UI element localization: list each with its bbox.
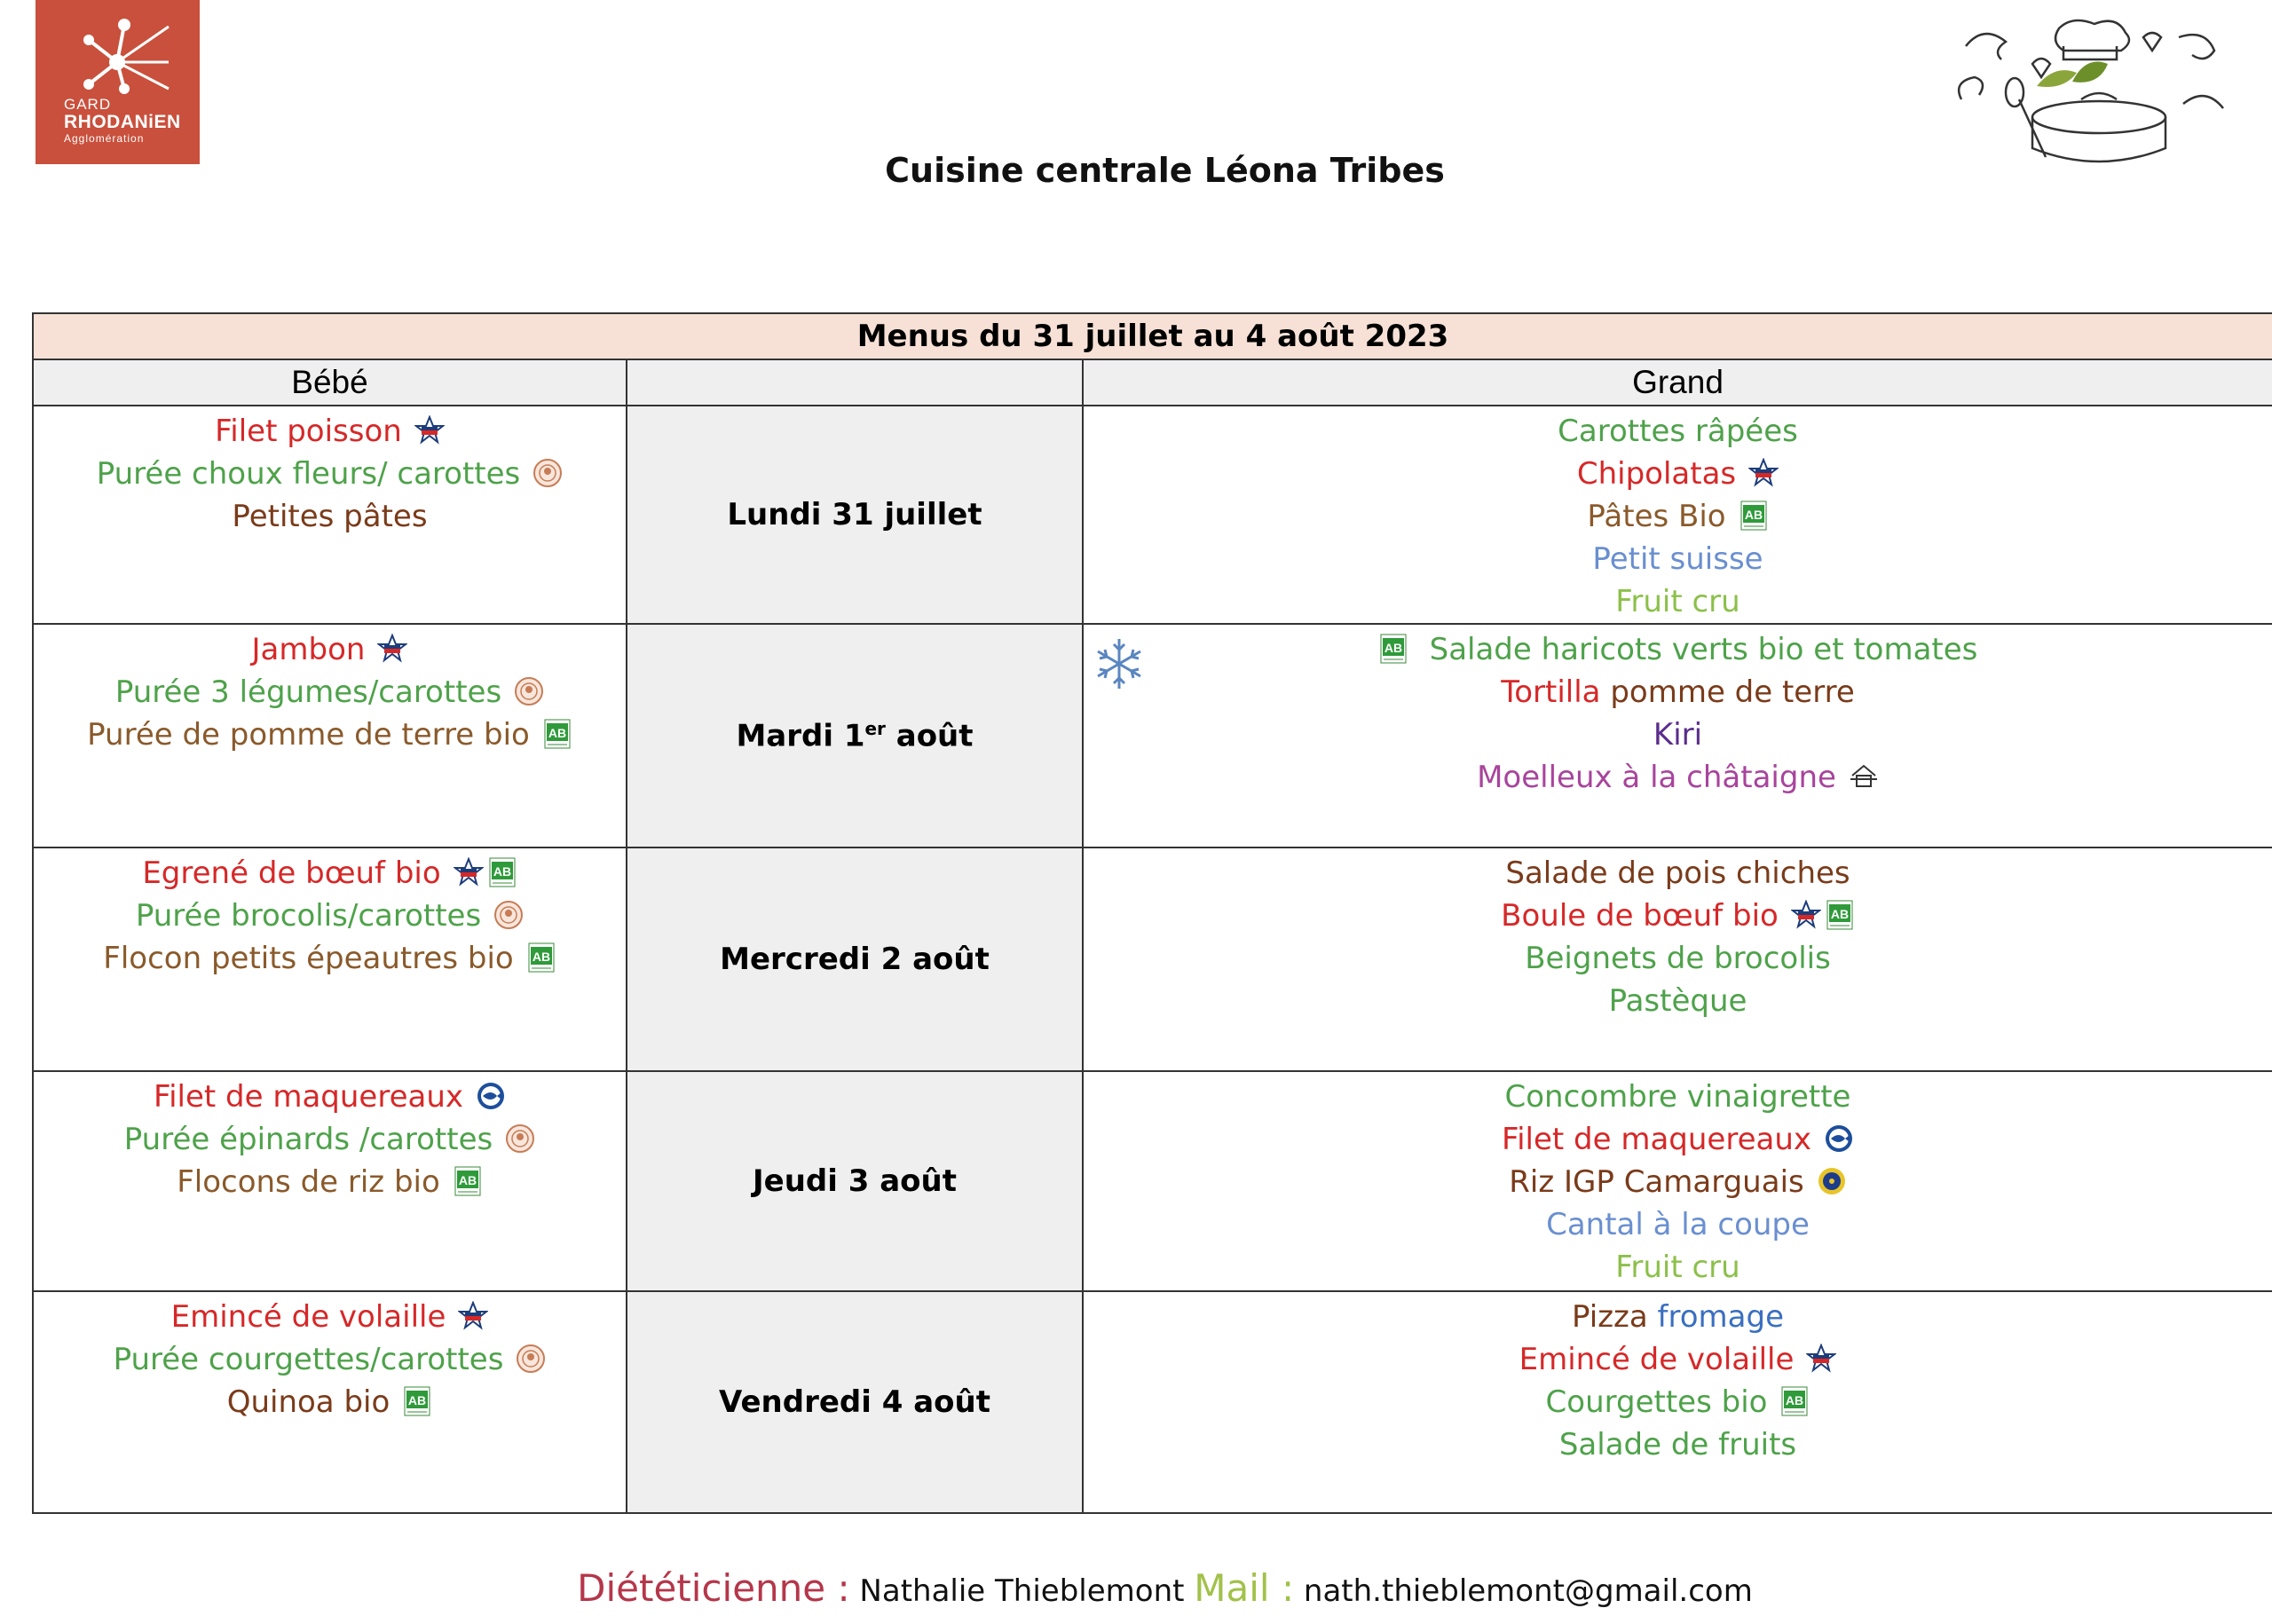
svg-text:AB: AB [458,1172,477,1187]
menu-item [1084,580,2272,623]
menu-item-text: Pizza [1572,1299,1648,1335]
menu-item-text: Flocon petits épeautres bio [103,941,514,976]
day-label [627,406,1083,624]
menu-item-text: Purée courgettes/carottes [113,1342,504,1377]
menu-item-text: Chipolatas [1576,456,1737,492]
menu-item [1084,1118,2272,1161]
menu-table [32,312,2272,1514]
grand-menu-cell [1083,406,2272,624]
menu-item-text: Tortilla [1501,674,1601,710]
menu-item-text: Jambon [251,632,366,667]
label-rouge-icon [1806,1343,1836,1373]
menu-item [34,1076,626,1118]
menu-item [1084,538,2272,580]
menu-item [1084,713,2272,756]
grand-menu-cell [1083,1291,2272,1513]
baby-menu-cell [33,1071,627,1291]
menu-item [34,713,626,756]
baby-menu-cell [33,1291,627,1513]
menu-item-text: Salade haricots verts bio et tomates [1429,632,1978,667]
msc-fish-icon [476,1080,506,1110]
menu-item-text: Filet poisson [215,414,402,449]
menu-item-text: Carottes râpées [1558,414,1798,449]
menu-day-row [33,1071,2272,1291]
menu-heading: Menus du 31 juillet au 4 août 2023 [33,313,2272,359]
menu-item [34,852,626,895]
label-rouge-icon [454,856,484,887]
label-rouge-icon [377,633,407,663]
footer-contact [0,1566,2272,1610]
menu-item-text: Flocons de riz bio [177,1164,440,1200]
grand-menu-cell [1083,847,2272,1071]
menu-item [1084,1338,2272,1381]
ab-bio-icon [1779,1385,1810,1415]
house-icon [1849,761,1879,791]
svg-text:AB: AB [493,863,511,879]
svg-text:AB: AB [548,725,566,740]
menu-item-text: Egrené de bœuf bio [142,855,441,891]
menu-item-text: Pastèque [1608,983,1747,1019]
mail-label: Mail : [1194,1566,1295,1610]
ab-bio-icon [402,1385,432,1415]
gard-rhodanien-logo [36,0,200,164]
menu-item [1084,1423,2272,1466]
homemade-icon [516,1343,546,1373]
menu-item-text: Riz IGP Camarguais [1509,1164,1804,1200]
cooking-pot-illustration-icon [1948,11,2232,170]
dietitian-name: Nathalie Thieblemont [849,1573,1195,1609]
menu-item-text: Filet de maquereaux [1502,1122,1811,1157]
menu-item-text: Petites pâtes [232,499,428,534]
day-label-text: Jeudi 3 août [753,1163,957,1199]
column-header-grand: Grand [1083,359,2272,406]
ab-bio-icon [1378,633,1408,663]
menu-item-text: Pâtes Bio [1587,499,1726,534]
day-label [627,847,1083,1071]
menu-item [1084,1246,2272,1289]
menu-item [1084,937,2272,980]
day-label-text: Mardi 1 [736,718,865,754]
menu-item-text: Emincé de volaille [1519,1342,1795,1377]
menu-item [34,895,626,937]
menu-item [1084,895,2272,937]
label-rouge-icon [1791,899,1821,929]
menu-item-text-suffix: fromage [1647,1299,1784,1335]
label-rouge-icon [414,414,445,445]
menu-item [34,453,626,495]
menu-item-text: Purée choux fleurs/ carottes [96,456,521,492]
menu-item [1084,1381,2272,1423]
svg-text:AB: AB [532,949,550,964]
ab-bio-icon [453,1165,483,1195]
day-label-text: Vendredi 4 août [719,1384,990,1420]
grand-menu-cell [1083,1071,2272,1291]
menu-item [1084,1296,2272,1338]
ab-bio-icon [1739,500,1769,530]
svg-text:AB: AB [1744,507,1763,522]
page-title: Cuisine centrale Léona Tribes [885,151,1445,190]
svg-text:AB: AB [408,1392,427,1407]
homemade-icon [505,1123,535,1153]
menu-item [1084,852,2272,895]
logo-line1: GARD [64,96,112,113]
menu-item-text: Boule de bœuf bio [1501,898,1779,934]
menu-item [1084,980,2272,1022]
homemade-icon [493,899,524,929]
menu-item-text: Purée de pomme de terre bio [87,717,530,753]
menu-item [34,1118,626,1161]
menu-item [34,495,626,538]
menu-item [1084,453,2272,495]
menu-item-text: Purée épinards /carottes [123,1122,493,1157]
logo-line2: RHODANiEN [64,112,181,132]
menu-item [1084,1161,2272,1203]
grand-menu-cell [1083,624,2272,847]
menu-item [1084,756,2272,799]
svg-text:AB: AB [1786,1392,1804,1407]
igp-icon [1817,1165,1847,1195]
menu-item-text: Moelleux à la châtaigne [1477,760,1836,795]
menu-item-text: Kiri [1653,717,1703,753]
menu-day-row [33,406,2272,624]
menu-day-row [33,624,2272,847]
label-rouge-icon [458,1300,488,1330]
menu-item [1084,495,2272,538]
ab-bio-icon [526,942,556,972]
day-label-sup: er [864,717,886,739]
homemade-icon [532,457,563,487]
menu-item [34,1161,626,1203]
menu-item-text: Courgettes bio [1545,1384,1768,1420]
day-label-suffix: août [885,718,974,754]
menu-item-text: Salade de fruits [1558,1427,1797,1462]
column-header-day [627,359,1083,406]
menu-item-text: Purée 3 légumes/carottes [114,674,502,710]
menu-item [34,1296,626,1338]
menu-item-text: Filet de maquereaux [154,1079,463,1115]
day-label-text: Lundi 31 juillet [727,497,982,532]
menu-day-row [33,847,2272,1071]
menu-item [34,628,626,671]
menu-item [34,671,626,713]
menu-item [1084,628,2272,671]
day-label-text: Mercredi 2 août [720,942,990,977]
mail-address[interactable]: nath.thieblemont@gmail.com [1294,1573,1753,1609]
menu-item-text: Purée brocolis/carottes [135,898,482,934]
menu-item-text: Fruit cru [1615,1250,1740,1285]
msc-fish-icon [1824,1123,1854,1153]
label-rouge-icon [1748,457,1779,487]
ab-bio-icon [487,856,517,887]
menu-item-text: Concombre vinaigrette [1504,1079,1851,1115]
ab-bio-icon [1825,899,1855,929]
menu-item-text-suffix: pomme de terre [1600,674,1855,710]
menu-item-text: Fruit cru [1615,584,1740,619]
ab-bio-icon [542,718,572,748]
menu-item [34,937,626,980]
baby-menu-cell [33,406,627,624]
menu-item [1084,410,2272,453]
menu-item [34,410,626,453]
homemade-icon [514,675,544,706]
menu-item [1084,671,2272,713]
day-label [627,1291,1083,1513]
menu-item-text: Emincé de volaille [170,1299,446,1335]
menu-item [1084,1076,2272,1118]
menu-item [34,1381,626,1423]
menu-item-text: Petit suisse [1592,541,1763,577]
svg-text:AB: AB [1384,640,1402,655]
baby-menu-cell [33,847,627,1071]
menu-item [1084,1203,2272,1246]
day-label [627,1071,1083,1291]
svg-text:AB: AB [1830,906,1849,921]
menu-item-text: Cantal à la coupe [1546,1207,1810,1242]
menu-item [34,1338,626,1381]
menu-item-text: Quinoa bio [226,1384,390,1420]
baby-menu-cell [33,624,627,847]
day-label [627,624,1083,847]
dietitian-label: Diététicienne : [577,1566,850,1610]
menu-day-row [33,1291,2272,1513]
menu-item-text: Beignets de brocolis [1525,941,1831,976]
logo-line3: Agglomération [64,132,145,145]
menu-item-text: Salade de pois chiches [1505,855,1850,891]
column-header-baby: Bébé [33,359,627,406]
